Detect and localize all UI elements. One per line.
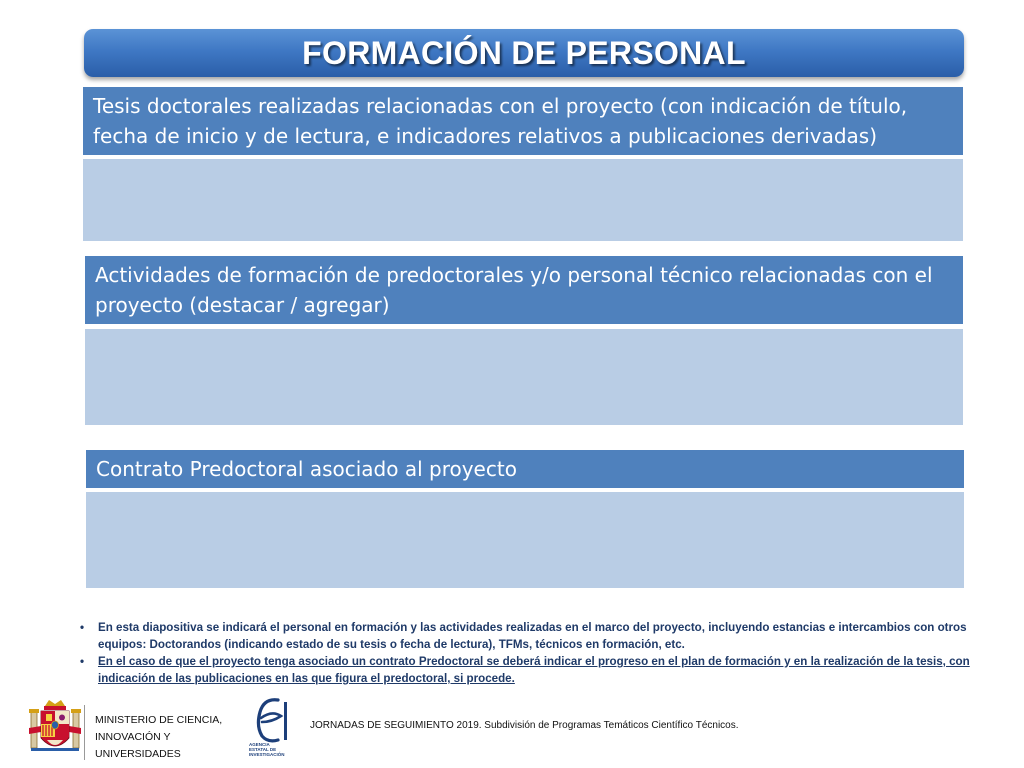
note-text: En esta diapositiva se indicará el personal en formación y las actividades realizadas en el marco del proyecto, incluyendo estancias e intercambios con otros equipos: Doctorandos (indicando estado de su tesis o fecha de lectura), TFMs, técnicos en formación, etc. <box>98 621 967 651</box>
note-text: En el caso de que el proyecto tenga asociado un contrato Predoctoral se deberá indicar el progreso en el plan de formación y en la realización de la tesis, con indicación de las publicaciones en las que figura el predoctoral, si procede. <box>98 655 970 685</box>
section-activities-body <box>85 329 963 425</box>
ministry-line: UNIVERSIDADES <box>95 748 181 760</box>
bullet: • <box>80 621 85 634</box>
section-activities-header <box>85 256 963 324</box>
aei-logo-text: AGENCIA ESTATAL DE INVESTIGACIÓN <box>249 742 285 757</box>
notes-list <box>80 619 970 687</box>
bullet: • <box>80 655 85 668</box>
slide-title-bar <box>84 29 964 77</box>
ministry-line: INNOVACIÓN Y <box>95 731 171 743</box>
note-item <box>80 653 970 687</box>
event-footer-text: JORNADAS DE SEGUIMIENTO 2019. Subdivisión de Programas Temáticos Científico Técnicos. <box>310 720 739 731</box>
spain-coat-of-arms-icon <box>27 698 83 760</box>
section-thesis-header-text: Tesis doctorales realizadas relacionadas con el proyecto (con indicación de título, fecha de inicio y de lectura, e indicadores relativos a publicaciones derivadas) <box>93 94 908 148</box>
ministry-name <box>95 712 255 763</box>
section-thesis-body <box>83 159 963 241</box>
ministry-line: MINISTERIO DE CIENCIA, <box>95 714 223 726</box>
section-contract-header-text: Contrato Predoctoral asociado al proyecto <box>96 457 517 481</box>
section-contract-header <box>86 450 964 488</box>
section-contract-body <box>86 492 964 588</box>
footer-divider <box>84 705 85 760</box>
section-activities-header-text: Actividades de formación de predoctorales y/o personal técnico relacionadas con el proyecto (destacar / agregar) <box>95 263 933 317</box>
section-thesis-header <box>83 87 963 155</box>
slide-title: FORMACIÓN DE PERSONAL <box>302 34 746 71</box>
aei-logo-icon <box>248 696 290 744</box>
note-item <box>80 619 970 653</box>
